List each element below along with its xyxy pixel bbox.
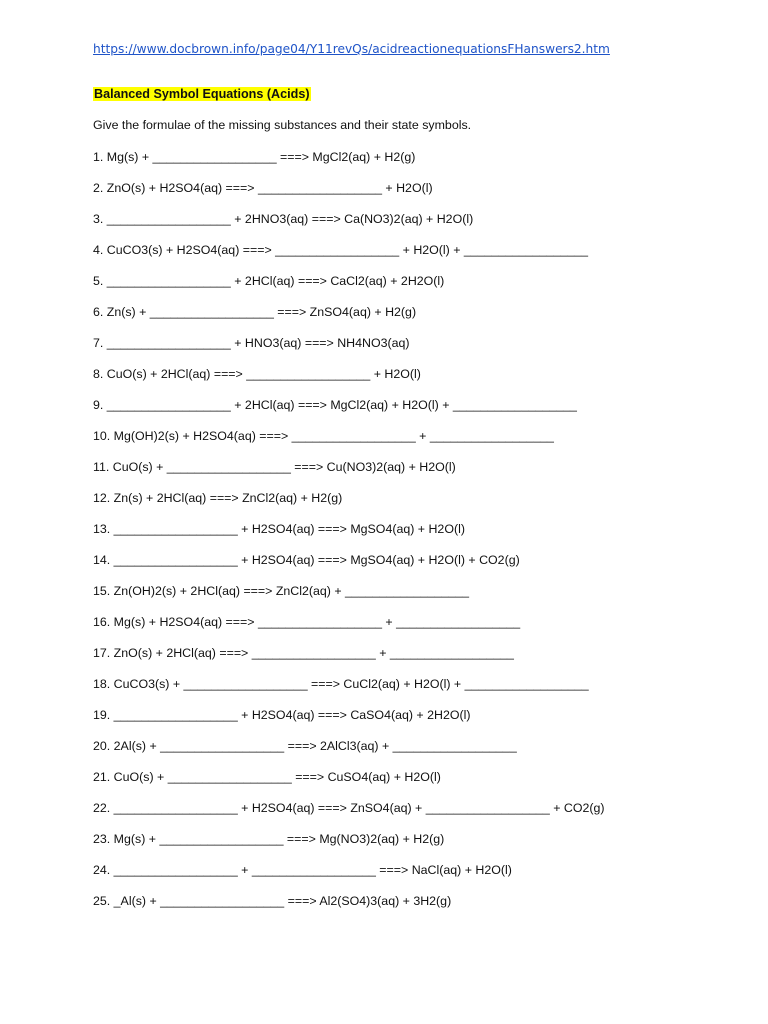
equation-22-text: 22. __________________ + H2SO4(aq) ===> ZnSO4(aq) + __________________ + CO2(g)	[93, 801, 605, 815]
equation-25-text: 25. _Al(s) + __________________ ===> Al2(SO4)3(aq) + 3H2(g)	[93, 894, 452, 908]
equation-14-text: 14. __________________ + H2SO4(aq) ===> MgSO4(aq) + H2O(l) + CO2(g)	[93, 553, 520, 567]
equation-12	[93, 489, 342, 507]
equation-2	[93, 179, 433, 197]
equation-11	[93, 458, 456, 476]
equation-10-text: 10. Mg(OH)2(s) + H2SO4(aq) ===> __________________ + __________________	[93, 429, 554, 443]
equation-4-text: 4. CuCO3(s) + H2SO4(aq) ===> __________________ + H2O(l) + __________________	[93, 243, 588, 257]
equation-21-text: 21. CuO(s) + __________________ ===> CuSO4(aq) + H2O(l)	[93, 770, 441, 784]
equation-21	[93, 768, 441, 786]
equation-20	[93, 737, 517, 755]
equation-10	[93, 427, 554, 445]
equation-7	[93, 334, 410, 352]
equation-15-text: 15. Zn(OH)2(s) + 2HCl(aq) ===> ZnCl2(aq) + __________________	[93, 584, 470, 598]
equation-19-text: 19. __________________ + H2SO4(aq) ===> CaSO4(aq) + 2H2O(l)	[93, 708, 471, 722]
source-url-link[interactable]: https://www.docbrown.info/page04/Y11revQs/acidreactionequationsFHanswers2.htm	[93, 42, 610, 56]
equation-22	[93, 799, 605, 817]
equation-17	[93, 644, 514, 662]
equation-19	[93, 706, 471, 724]
equation-9-text: 9. __________________ + 2HCl(aq) ===> MgCl2(aq) + H2O(l) + __________________	[93, 398, 577, 412]
equation-23	[93, 830, 444, 848]
equation-7-text: 7. __________________ + HNO3(aq) ===> NH4NO3(aq)	[93, 336, 410, 350]
equation-13-text: 13. __________________ + H2SO4(aq) ===> MgSO4(aq) + H2O(l)	[93, 522, 465, 536]
equation-3	[93, 210, 473, 228]
equation-8-text: 8. CuO(s) + 2HCl(aq) ===> __________________ + H2O(l)	[93, 367, 421, 381]
equation-13	[93, 520, 465, 538]
equation-23-text: 23. Mg(s) + __________________ ===> Mg(NO3)2(aq) + H2(g)	[93, 832, 445, 846]
equation-25	[93, 892, 451, 910]
equation-18-text: 18. CuCO3(s) + __________________ ===> CuCl2(aq) + H2O(l) + __________________	[93, 677, 589, 691]
equation-4	[93, 241, 588, 259]
equation-24-text: 24. __________________ + __________________ ===> NaCl(aq) + H2O(l)	[93, 863, 512, 877]
equation-15	[93, 582, 469, 600]
instruction-text: Give the formulae of the missing substances and their state symbols.	[93, 118, 472, 132]
equation-6	[93, 303, 416, 321]
equation-8	[93, 365, 421, 383]
equation-16	[93, 613, 520, 631]
equation-12-text: 12. Zn(s) + 2HCl(aq) ===> ZnCl2(aq) + H2(g)	[93, 491, 343, 505]
equation-11-text: 11. CuO(s) + __________________ ===> Cu(NO3)2(aq) + H2O(l)	[93, 460, 456, 474]
equation-5	[93, 272, 444, 290]
equation-9	[93, 396, 577, 414]
page-title: Balanced Symbol Equations (Acids)	[94, 87, 310, 101]
equation-5-text: 5. __________________ + 2HCl(aq) ===> CaCl2(aq) + 2H2O(l)	[93, 274, 445, 288]
equation-6-text: 6. Zn(s) + __________________ ===> ZnSO4(aq) + H2(g)	[93, 305, 417, 319]
equation-1-text: 1. Mg(s) + __________________ ===> MgCl2(aq) + H2(g)	[93, 150, 416, 164]
equation-24	[93, 861, 512, 879]
equation-2-text: 2. ZnO(s) + H2SO4(aq) ===> __________________ + H2O(l)	[93, 181, 433, 195]
equation-14	[93, 551, 520, 569]
equation-3-text: 3. __________________ + 2HNO3(aq) ===> Ca(NO3)2(aq) + H2O(l)	[93, 212, 474, 226]
equation-16-text: 16. Mg(s) + H2SO4(aq) ===> __________________ + __________________	[93, 615, 521, 629]
equation-1	[93, 148, 415, 166]
equation-20-text: 20. 2Al(s) + __________________ ===> 2AlCl3(aq) + __________________	[93, 739, 517, 753]
equation-18	[93, 675, 589, 693]
equation-17-text: 17. ZnO(s) + 2HCl(aq) ===> __________________ + __________________	[93, 646, 514, 660]
